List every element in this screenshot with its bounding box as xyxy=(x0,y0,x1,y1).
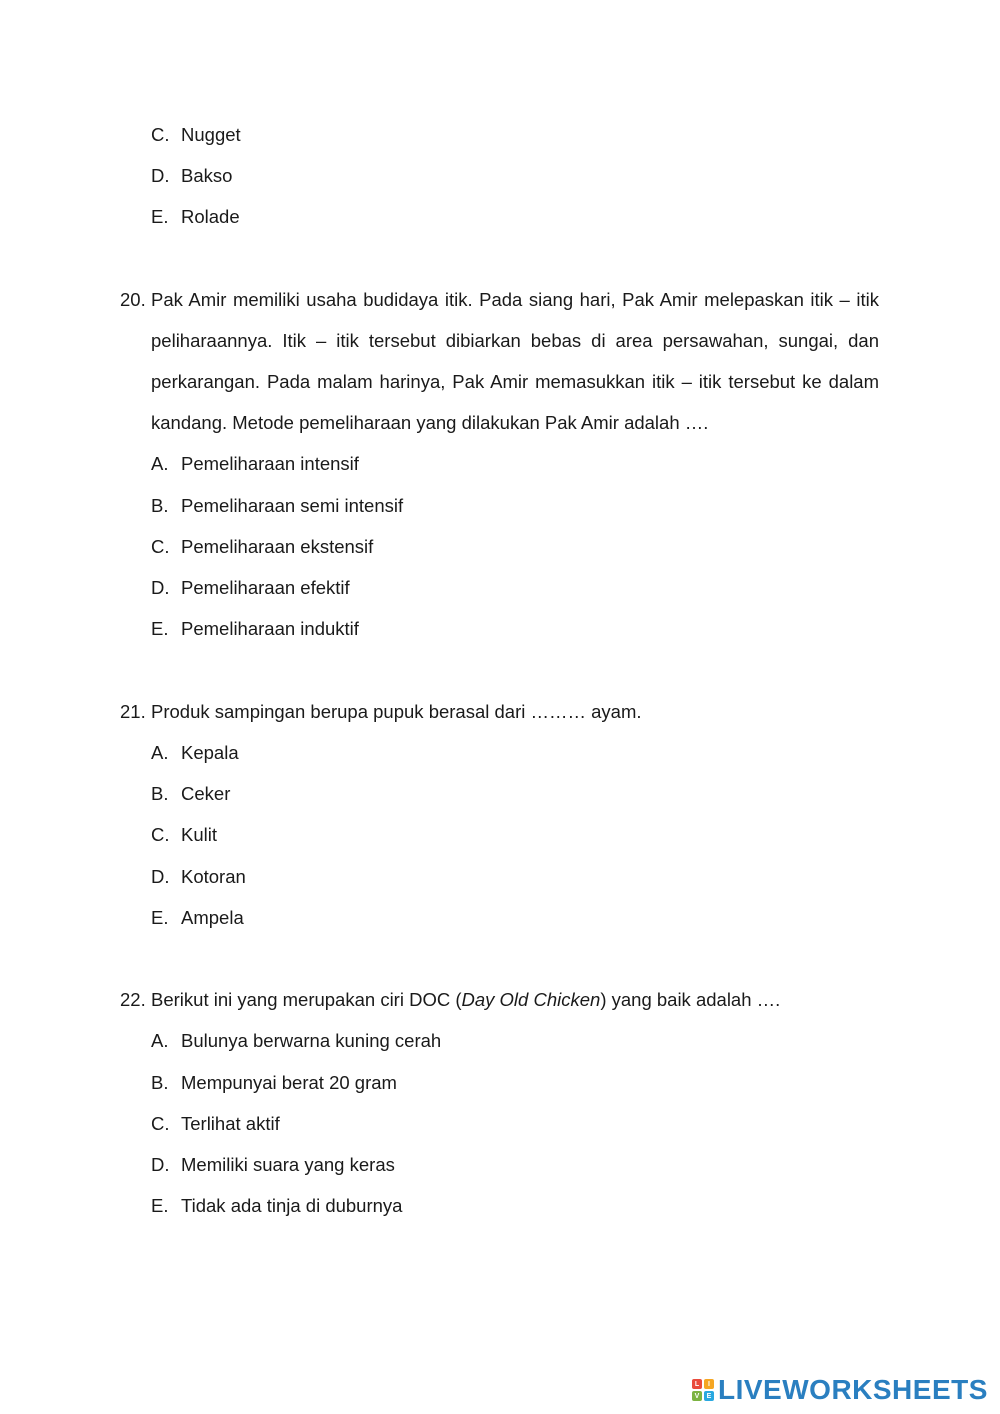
option-c xyxy=(151,124,241,146)
option-letter: C. xyxy=(151,1113,170,1134)
option-text: Kulit xyxy=(181,824,217,845)
question-number: 21. xyxy=(120,701,146,722)
option-text: Kepala xyxy=(181,742,239,763)
logo-tiles-icon xyxy=(692,1379,714,1401)
question-text-line: Pak Amir memiliki usaha budidaya itik. Pada siang hari, Pak Amir melepaskan itik – itik xyxy=(151,289,879,310)
option-letter: C. xyxy=(151,124,170,145)
option-e[interactable] xyxy=(151,907,244,929)
option-b[interactable] xyxy=(151,783,230,805)
logo-tile: L xyxy=(692,1379,702,1389)
question-text-part: ) yang baik adalah …. xyxy=(600,989,781,1010)
option-letter: D. xyxy=(151,1154,170,1175)
option-letter: E. xyxy=(151,1195,169,1216)
option-text: Pemeliharaan semi intensif xyxy=(181,495,404,516)
option-text: Ampela xyxy=(181,907,244,928)
liveworksheets-logo[interactable] xyxy=(692,1374,988,1406)
logo-tile: V xyxy=(692,1391,702,1401)
option-b[interactable] xyxy=(151,1072,397,1094)
option-a[interactable] xyxy=(151,742,239,764)
question-text xyxy=(151,989,780,1011)
option-c[interactable] xyxy=(151,824,217,846)
option-d[interactable] xyxy=(151,1154,395,1176)
option-letter: E. xyxy=(151,618,169,639)
option-text: Mempunyai berat 20 gram xyxy=(181,1072,397,1093)
option-c[interactable] xyxy=(151,536,373,558)
option-text: Memiliki suara yang keras xyxy=(181,1154,395,1175)
logo-tile: I xyxy=(704,1379,714,1389)
option-text: Ceker xyxy=(181,783,231,804)
option-letter: E. xyxy=(151,907,169,928)
option-text: Pemeliharaan induktif xyxy=(181,618,359,639)
option-e[interactable] xyxy=(151,1195,402,1217)
option-a[interactable] xyxy=(151,453,359,475)
option-letter: A. xyxy=(151,742,169,763)
option-text: Pemeliharaan efektif xyxy=(181,577,350,598)
question-text: Produk sampingan berupa pupuk berasal dari ……… ayam. xyxy=(151,701,642,722)
question-text-italic: Day Old Chicken xyxy=(461,989,601,1010)
option-e[interactable] xyxy=(151,618,359,640)
question-text-line: kandang. Metode pemeliharaan yang dilakukan Pak Amir adalah …. xyxy=(151,412,709,433)
option-e xyxy=(151,206,240,228)
option-letter: B. xyxy=(151,783,169,804)
question-number: 22. xyxy=(120,989,146,1010)
option-letter: A. xyxy=(151,1030,169,1051)
option-text: Terlihat aktif xyxy=(181,1113,280,1134)
option-letter: D. xyxy=(151,165,170,186)
option-text: Bakso xyxy=(181,165,233,186)
option-letter: E. xyxy=(151,206,169,227)
option-text: Tidak ada tinja di duburnya xyxy=(181,1195,403,1216)
option-d xyxy=(151,165,232,187)
option-text: Pemeliharaan intensif xyxy=(181,453,359,474)
option-text: Pemeliharaan ekstensif xyxy=(181,536,374,557)
option-letter: C. xyxy=(151,824,170,845)
option-letter: D. xyxy=(151,866,170,887)
option-letter: B. xyxy=(151,1072,169,1093)
option-d[interactable] xyxy=(151,866,246,888)
option-letter: B. xyxy=(151,495,169,516)
option-text: Kotoran xyxy=(181,866,246,887)
option-letter: A. xyxy=(151,453,169,474)
question-text-line: perkarangan. Pada malam harinya, Pak Amir memasukkan itik – itik tersebut ke dalam xyxy=(151,371,879,392)
option-a[interactable] xyxy=(151,1030,441,1052)
option-text: Rolade xyxy=(181,206,240,227)
question-text-part: Berikut ini yang merupakan ciri DOC ( xyxy=(151,989,462,1010)
option-text: Bulunya berwarna kuning cerah xyxy=(181,1030,442,1051)
question-text-line: peliharaannya. Itik – itik tersebut dibiarkan bebas di area persawahan, sungai, dan xyxy=(151,330,879,351)
option-text: Nugget xyxy=(181,124,241,145)
option-c[interactable] xyxy=(151,1113,280,1135)
logo-text: LIVEWORKSHEETS xyxy=(718,1374,988,1405)
option-letter: D. xyxy=(151,577,170,598)
option-b[interactable] xyxy=(151,495,403,517)
option-d[interactable] xyxy=(151,577,350,599)
logo-tile: E xyxy=(704,1391,714,1401)
option-letter: C. xyxy=(151,536,170,557)
question-number: 20. xyxy=(120,289,146,310)
